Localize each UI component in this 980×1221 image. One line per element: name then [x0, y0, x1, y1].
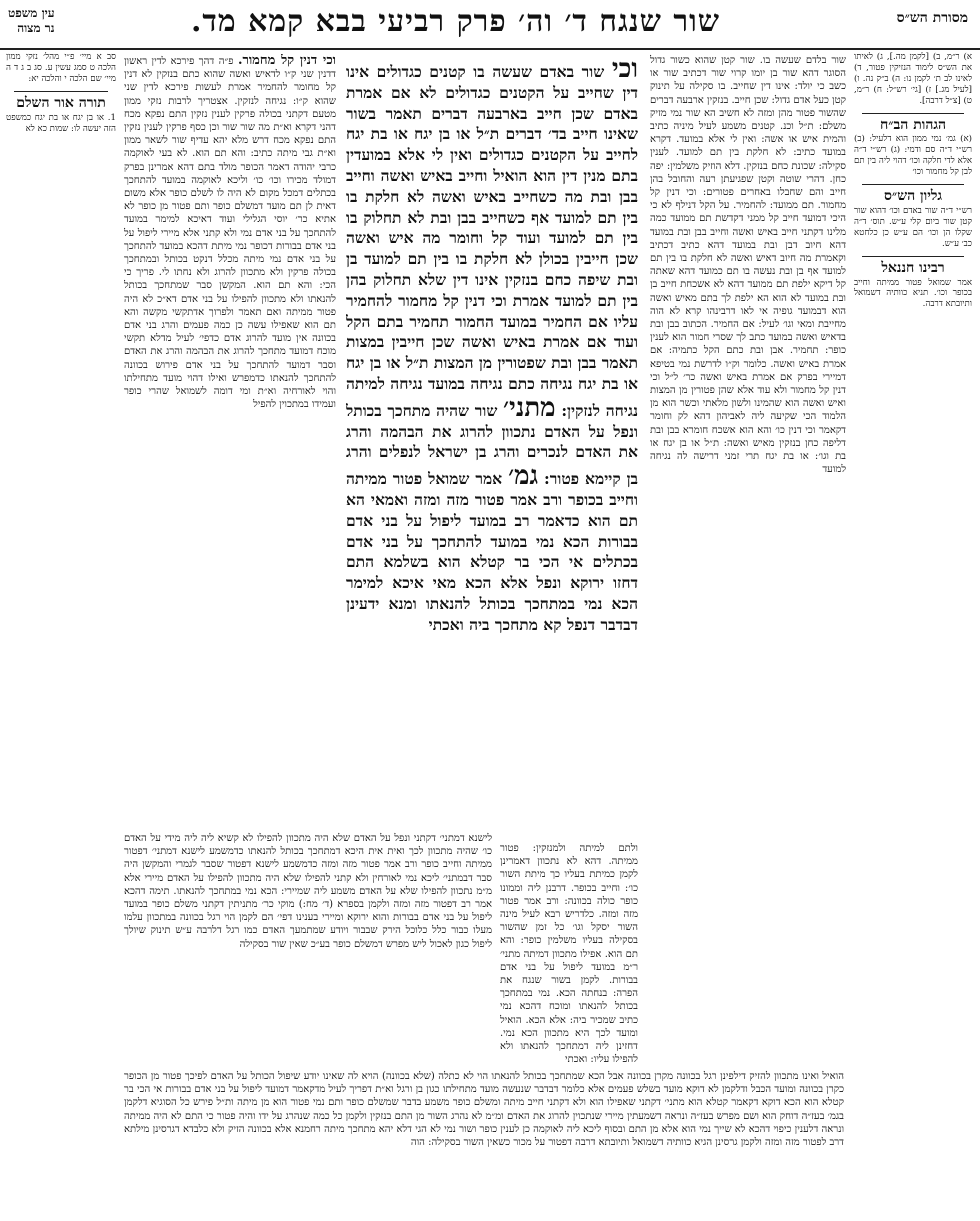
- gemara-text: שור באדם שעשה בו קטנים כגדולים אינו דין שחייב על הקטנים כגדולים לא אם אמרת באדם שכן חייב בארבעה דברים תאמר בשור שאינו חייב בד׳ דברים ת״ל או בן יגח או בת יגח לחייב על הקטנים כגדולים ואין לי אלא במועדין בתם מנין דין הוא הואיל וחייב באיש ואשה וחייב בבן ובת מה כשחייב באיש ואשה לא חלקת בו בין תם למועד אף כשחייב בבן ובת לא תחלוק בו בין תם למועד ועוד קל וחומר מה איש ואשה שכן חייבין בכולן לא חלקת בו בין תם למועד בן ובת שיפה כחם בנזקין אינו דין שלא תחלוק בהן בין תם למועד אמרת וכי דנין קל מחמור להחמיר עליו אם החמיר במועד החמור תחמיר בתם הקל ועוד אם אמרת באיש ואשה שכן חייבין במצות תאמר בבן ובת שפטורין מן המצות ת״ל או בן יגח או בת יגח נגיחה כתם נגיחה במועד נגיחה למיתה נגיחה לנזקין:: [346, 62, 638, 420]
- tosafot-column: [124, 54, 336, 824]
- ein-mishpat-label: עין משפט נר מצוה: [8, 6, 55, 35]
- gemara-label: גמ׳: [508, 461, 539, 492]
- torah-text: 1. או בן יגח או בת יגח כמשפט הזה יעשה לו: שמות כא לא: [6, 112, 116, 134]
- rashi-continuation-text: ולתם למיתה ולמנזקין: פטור ממיתה. דהא לא נתכוון דאמרינן לקמן כמיתת בעליו כך מיתת השור כו׳: וחייב בכופר. דרבנן ליה וממונו כופר כולה בכוונה: ורב אמר פטור מזה ומזה. כלדריש רבא לעיל מינה השור יסקל וגו׳ כל זמן שהשור בסקילה בעליו משלמין כופר: והא תם הוא. אפילו מתכוון דמיתה מתני׳ ר״מ במועד ליפול על בני אדם בבורות. לקמן בשור שנגח את הפרה: בנחתה הכא. נמי במתחכך בכותל להנאתו ומוכח דהכא נמי כתיב שמכיר ביה: אלא הכא. הואיל ומועד לכך היא מתכוון הכא נמי. דחזינן ליה דמתחכך להנאתו ולא להפילו עליו: ואכתי: [500, 843, 638, 1064]
- rabbenu-text: אמר שמואל פטור ממיתה וחייב בכופר וכו׳. תניא כוותיה דשמואל ותיובתא דרבה.: [854, 277, 972, 310]
- gemara-column: [346, 56, 638, 836]
- divider: [14, 91, 108, 92]
- left-margin: [6, 52, 116, 312]
- gemara-body: אמר שמואל פטור ממיתה וחייב בכופר ורב אמר פטור מזה ומזה ואמאי הא תם הוא כדאמר רב במועד ליפול על בני אדם בבורות הכא נמי במועד להתחכך על בני אדם בכתלים אי הכי בר קטלא הוא בשלמא התם דחזו ירוקא ונפל אלא הכא מאי איכא למימר הכא נמי במתחכך בכותל להנאתו ומנא ידעינן דבדבר דנפל קא מתחכך ביה ואכתי: [346, 469, 638, 634]
- tosafot-opening: וכי דנין קל מחמור.: [237, 54, 336, 68]
- gemara-opening-word: וכי: [611, 56, 638, 84]
- rabbenu-title: רבינו חננאל: [881, 259, 945, 276]
- torah-title: תורה אור השלם: [16, 94, 106, 111]
- rashi-continuation: [500, 842, 638, 1064]
- rashi-text: שור בלדם שעשה בו. שור קטן שהוא כשור גדול הסוגר דהא שור בן יומו קרוי שור דכתיב שור או כשב כי יולד: אינו דין שחייב. בו סקילה על תינוק קטן כעל אדם גדול: שכן חייב. בנזקין ארבעה דברים שהשור פטור מהן ומזה לא חשיב הא שור נמי מזיק משלם: ת״ל וכנ. קטנים משמע לעיל מיניה כתיב והמית איש או אשה: ואין לי אלא במועד. דקרא במועד כתיב: לא חלקת בין תם למועד. לענין סקילה: שכונת כחם בנזקין. דלא הוזיק משלמין: יפה כחן. דהרי שוטה וקטן שפגיעתן רעה והחובל בהן חייב והם שחבלו באחרים פטורים: וכי דנין קל מחמור. תם ממועד: להחמיר. על הקל דנילף לא כי היכי דמועד חייב קל ממני דקדשת תם ממועד כמה מלינו דקתני חייב באיש ואשה וחייב בבן ובת במועד דהא חיוב דבן ובת במועד דהא כתיב דכתיב וקאמרת מה חיוב דאיש ואשה לא חלקת בו בין תם למועד אף בן ובת נעשה בו תם כמועד דהא שאתה קל דיקא ילפת תם ממועד דהא לא אשכחת חייב בן ובת במועד לא הוא הא ילפת לך בתם מאיש ואשה הוא דבמועד גופיה אי לאו דרבינהו קרא לא הוה מחייבת ומאי וגו׳ לעיל: אם החמיר. הכתוב בבן ובת בדאיש ואשה במועד כתב לך שסרי חמור הוא לענין כופר: תחמיר. אבן ובת כתם הקל כתמיה: אם אמרת באיש ואשה. כלומר וק״ו לדרשת נמי בטיפא דמיירי בפרק אם אמרת באיש ואשה כר׳ ל״ל וכי דנין קל מחמור ולא עוד אלא שהן פטורין מן המצות ואיש ואשה הוא שהמינו ולשון מלאתי וכשר הוא מן הלמוד הכי שקיעה ליה לאביהון דהא לק וחומר דקאמר וכי דנין כו׳ והא הוא אשכח חומרא בבן ובת דליפה כחן בנזקין מאיש ואשה: ת״ל או בן יגח או בת וגו׳: או בת יגח תרי זמני דרישה לה נגיחה למועד: [650, 55, 846, 476]
- mishnah-label: מתני׳: [503, 392, 556, 423]
- ein-mishpat-text: סב א מיי׳ פ״י מהל׳ נזקי ממון הלכה ט סמג עשין ע. סג ב ג ד ה מיי׳ שם הלכה י והלכה יא:: [6, 52, 116, 84]
- bottom-commentary: [124, 1070, 844, 1216]
- page-header: [0, 0, 980, 50]
- masoret-text: א) ר״מ, ב) [לקמן מה.], ג) לאיתו את הש״ס לימוד הנזיקין פטור, ד) לאינו לב ת׳ לקמן נו: ה) ב״ק נה. ו) [לעיל מג.] ז) [גי׳ רש״ל: ח) ר״מ, ט) [צ״ל דרבה].: [854, 52, 972, 106]
- tosafot-continuation-text: לישנא דמתני׳ דקתני ונפל על האדם שלא היה מתכוון להפילו לא קשיא ליה ליה מידי על האדם כו׳ שהיה מתכוון לכך ואית אית היכא דמתחכך בכותל להנאתו כדמשמע לישנא דמתני׳ דפטור ממיתה וחייב כופר ורב אמר פטור מזה ומזה כדמשמע לישנא דפטור שסבר לגמרי והמקשן היה סבר דבמתני׳ ליכא נמי לאורחין ולא קתני להפילו שלא היה מתכוון להפילו על האדם מיירי אלא מ״מ נתכוון להפילו שלא על האדם משמע ליה שמיירי: הכא נמי במתחכך להנאתו. תימה דהכא אמר רב דפטור מזה ומזה ולקמן בספרא (ד׳ מח:) מוקי כר׳ מתניתין דקתני משלם כופר במועד ליפול על בני אדם בבורות והוא ירוקא ומיירי בענינו דפי׳ הם לקמן הוי רגל בכוונה במתכוון עלמו מעלו כבור כלל כלוכל הירק שבבור ויודע שמתמעך האדם כמו רגל דלרבה ע״ש תינוק שיולך ליפול כגון לאכול ליש מפרש דמשלם כופר בע״כ שאין שור בסקילה: [124, 833, 492, 950]
- right-margin: [854, 52, 972, 692]
- hagahot-text: (א) גמ׳ נמי ממון הוא דלעיל: (ב) רש״י ד״ה סם ודמי: (ג) רש״י ד״ה אלא לדי חלקה וכו׳ דהוי ליה בין תם לבן קל מחמור וכו׳: [854, 134, 972, 178]
- page-title: שור שנגח ד׳ וה׳ פרק רביעי בבא קמא מד.: [190, 4, 720, 39]
- masoret-label: מסורת הש״ס: [896, 10, 968, 26]
- hagahot-title: הגהות הב״ח: [879, 116, 947, 133]
- tosafot-text: פ״ה דהך פירכא לדין ראשון דדנין שני ק״ו לדאיש ואשה שהוא כתם בנזקין לא דנין קל מחומר להחמיר אמרת לעשות פירכא לדין שני שהוא ק״ו: נגיחה לנזקין. אצטריך לרבות נזקי ממון מטעם דקתני בכולה פרקין לענין נזקין התם נפקא מכח דהני דקרא וא״ת מה שור שור וכן כסף פרקין לענין נזקין התם נפקא מכח דרש מלא יהא עדיף שור לשאר ממון וא״ת גבי מיתה כתיב: והא תם הוא. לא בעי לאוקמה כרבי יהודה דאמר הכופר מולד בתם דהא אמרינן בפרק דמולד מכירו וכו׳ כו׳ וליכא לאוקמה במועד להתחכך בכתלים דמכל מקום לא היה לו לשלם כופר אלא משום דאית לן תם מועד דמשלם כופר ותם פטור מן כופר לא אתיא כר׳ יוסי הגלילי ועוד דאיכא למימר במועד להתחכך על בני אדם נמי ולא קתני אלא מיירי ליפול על בני אדם בבורות דכופר נמי מיתת דהכא במועד להתחכך על בני אדם נמי מיתה מכלל דנקט בכותל ובמתחכך בכולה פרקין ולא מתכוון להרוג ולא נחתו לי. פריך כי הכי: והא תם הוא. המקשן סבר שמתחכך בכותל להנאתו ולא מתכוון להפילו על בני אדם דא״כ לא היה פטור ממיתה ואם תאמר ולפרוך אדתקשי מקשה והא תם הוא שאפילו עשה כן כמה פעמים והרג בני אדם בכוונה אין מועד להרוג אדם כדפי׳ לעיל מדלא תקשי מוכח דמועד מתחכך להרוג את הבהמה והרג את האדם וסבר דמועד להתחכך על בני אדם פירוש בכוונה להתחכך להנאתו כדמפרש ואילו דהוי מועד מתחילתו והוי לאורחיה וא״ת ומי דומה לשמואל שהרי כופר ועמידו במתכוין להפיל: [124, 56, 336, 411]
- divider: [862, 256, 964, 257]
- rashi-column: [650, 54, 846, 1064]
- mishnah-text: שור שהיה מתחכך בכותל ונפל על האדם נתכוון להרוג את הבהמה והרג את האדם לנכרים והרג בן ישראל לנפלים והרג בן קיימא פטור:: [346, 400, 638, 489]
- bottom-commentary-text: הואיל ואינו מתכוון להזיק דילפינן רגל בכוונה מקרן בכוונה אבל הכא שמתחכך בכותל להנאתו הוי לא כתלה (שלא בכוונה) הויא לה שאינו יודע שיפול הכותל על האדם לפיכך פטור מן הכופר כקרן בכוונה ומועד הכבל ודלקמן לא דוקא מועד בשלש פעמים אלא כלומר דבדבר שנעשה מועד מתחילתו כגון בן ורגל וא״ת דפריך לעיל מדקאמר דמועד ליפול על בני אדם בבורות אי הכי בר קטלא הוא הכא דוקא דקאמר קטלא הוא מתני׳ דקתני שאפילו הוא ולא דקתני חייב מיתה ומשלם כופר משמע בדבר שמשלם כופר ותם נמי פטור הוא מן מיתה ות״ל פירש כל הסוגיא דלקמן בגמ׳ בעז״ה דוחק הוא ושם מפרש בעז״ה ונראה דשמעתין מיירי שנתכוין להרוג את האדם ומ״מ לא נהרג השור מן התם בנזקין ולקמן כל כמה שנהרג על ידו והיה פטור כי התם לא היה ממיתה ונראה דלענין כיפוי דהכא לא שייך נמי הוא אלא מן התם ובסוף ליכא ליה לאוקמה כן לענין כופר ושור נמי לא הגי דלא יהא מתחכך מיתה רחמנא אלא בכוונה הזיק ולא כלבדא דגרסינן מילתא דרב לפטור מזה ומזה ולקמן גרסינן הגיא כוותיה דשמואל ותיובתא דרבה דפטור על מכור כשאין השור בסקילה: הוה: [124, 1071, 844, 1149]
- tosafot-continuation: [124, 832, 492, 1064]
- gilyon-text: רש״י ד״ה שור באדם וכו׳ דהוא שור קטן שור ביום קלי ע״ש. תוס׳ ד״ה שקלו הן וכו׳ הם ע״ש כן כלחטא כב׳ ע״ש.: [854, 205, 972, 249]
- divider: [862, 113, 964, 114]
- gilyon-title: גליון הש״ס: [883, 188, 943, 205]
- divider: [862, 184, 964, 185]
